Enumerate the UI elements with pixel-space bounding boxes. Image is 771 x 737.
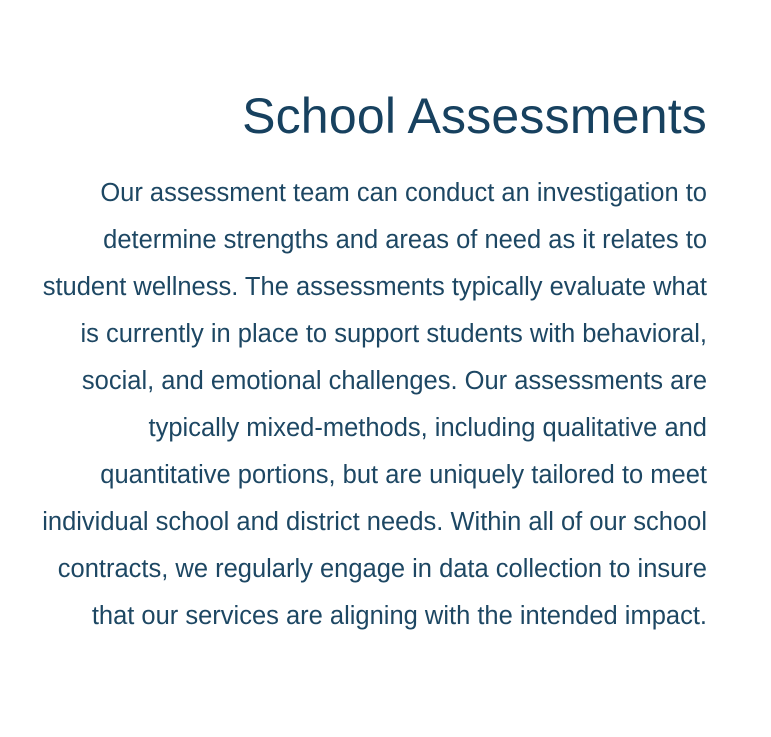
- school-assessments-section: [40, 84, 707, 640]
- section-title: School Assessments: [242, 88, 707, 144]
- section-description: Our assessment team can conduct an investigation to determine strengths and areas of need as it relates to student wellness. The assessments typically evaluate what is currently in place to support students with behavioral, social, and emotional challenges. Our assessments are typically mixed-methods, including qualitative and quantitative portions, but are uniquely tailored to meet individual school and district needs. Within all of our school contracts, we regularly engage in data collection to insure that our services are aligning with the intended impact.: [42, 179, 707, 630]
